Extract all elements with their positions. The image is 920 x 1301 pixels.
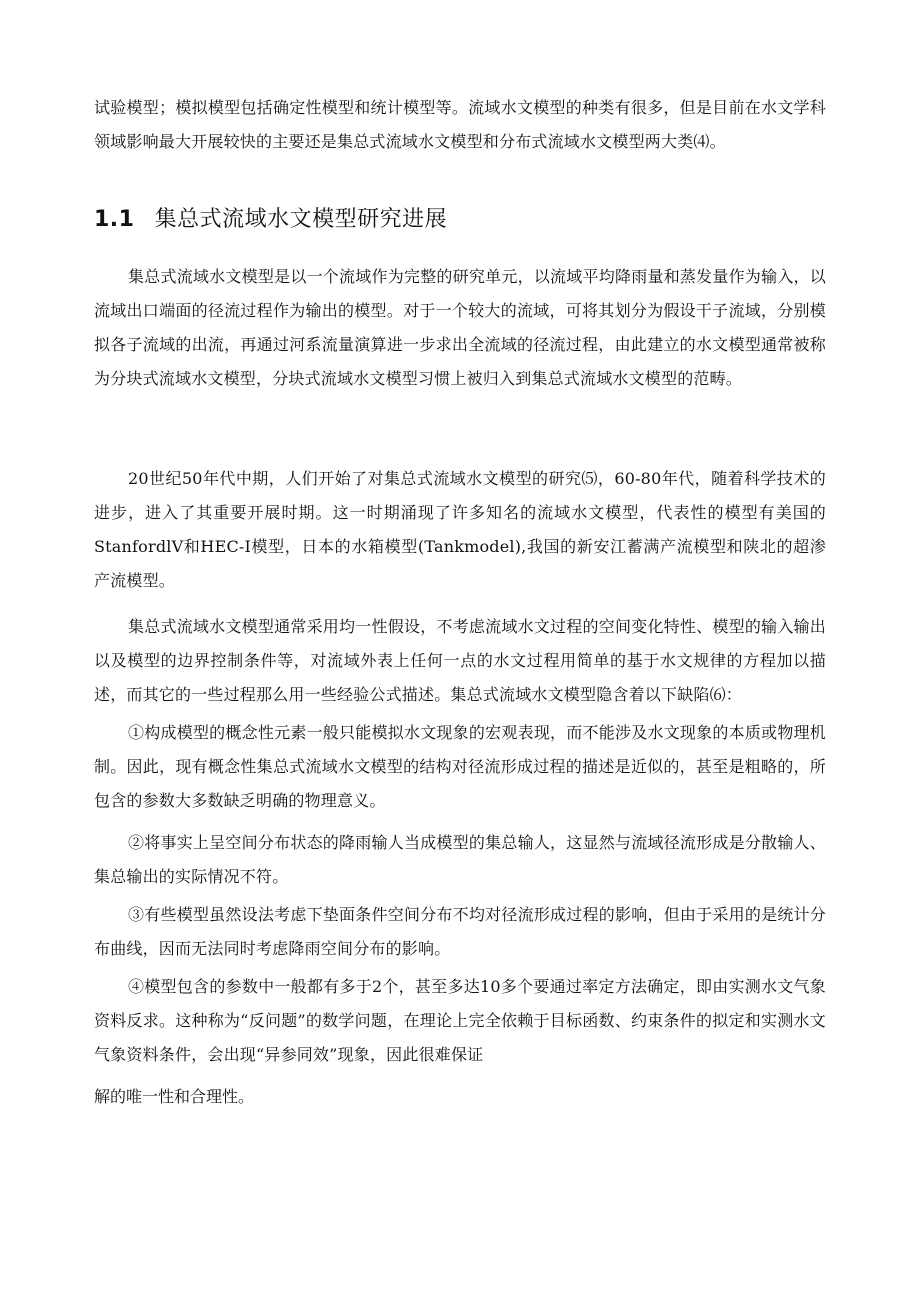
paragraph-defect-4: ④模型包含的参数中一般都有多于2个，甚至多达10多个要通过率定方法确定，即由实测水文气象资料反求。这种称为“反问题”的数学问题，在理论上完全依赖于目标函数、约束条件的拟定和实测水文气象资料条件，会出现“异参同效”现象，因此很难保证 (94, 977, 826, 1064)
paragraph-defect-3: ③有些模型虽然设法考虑下垫面条件空间分布不均对径流形成过程的影响，但由于采用的是统计分布曲线，因而无法同时考虑降雨空间分布的影响。 (94, 905, 826, 958)
intro-paragraph: 试验模型；模拟模型包括确定性模型和统计模型等。流域水文模型的种类有很多，但是目前在水文学科领域影响最大开展较快的主要还是集总式流域水文模型和分布式流域水文模型两大类⑷。 (94, 98, 826, 151)
paragraph-defect-1: ①构成模型的概念性元素一般只能模拟水文现象的宏观表现，而不能涉及水文现象的本质或物理机制。因此，现有概念性集总式流域水文模型的结构对径流形成过程的描述是近似的，甚至是粗略的，所包含的参数大多数缺乏明确的物理意义。 (94, 723, 826, 810)
section-number: 1.1 (94, 207, 135, 232)
paragraph-assumptions: 集总式流域水文模型通常采用均一性假设，不考虑流域水文过程的空间变化特性、模型的输入输出以及模型的边界控制条件等，对流域外表上任何一点的水文过程用简单的基于水文规律的方程加以描述，而其它的一些过程那么用一些经验公式描述。集总式流域水文模型隐含着以下缺陷⑹： (94, 617, 826, 704)
paragraph-history: 20世纪50年代中期，人们开始了对集总式流域水文模型的研究⑸，60-80年代，随着科学技术的进步，进入了其重要开展时期。这一时期涌现了许多知名的流域水文模型，代表性的模型有美国的StanfordlV和HEC-I模型，日本的水箱模型(Tankmodel),我国的新安江蓄满产流模型和陕北的超渗产流模型。 (94, 469, 826, 590)
paragraph-trailing-line: 解的唯一性和合理性。 (94, 1087, 255, 1106)
section-heading (94, 200, 447, 240)
paragraph-lumped-definition: 集总式流域水文模型是以一个流域作为完整的研究单元，以流域平均降雨量和蒸发量作为输入，以流域出口端面的径流过程作为输出的模型。对于一个较大的流域，可将其划分为假设干子流域，分别模拟各子流域的出流，再通过河系流量演算进一步求出全流域的径流过程，由此建立的水文模型通常被称为分块式流域水文模型，分块式流域水文模型习惯上被归入到集总式流域水文模型的范畴。 (94, 267, 826, 388)
paragraph-defect-2: ②将事实上呈空间分布状态的降雨输人当成模型的集总输人，这显然与流域径流形成是分散输人、集总输出的实际情况不符。 (94, 833, 826, 886)
section-title: 集总式流域水文模型研究进展 (154, 207, 448, 232)
